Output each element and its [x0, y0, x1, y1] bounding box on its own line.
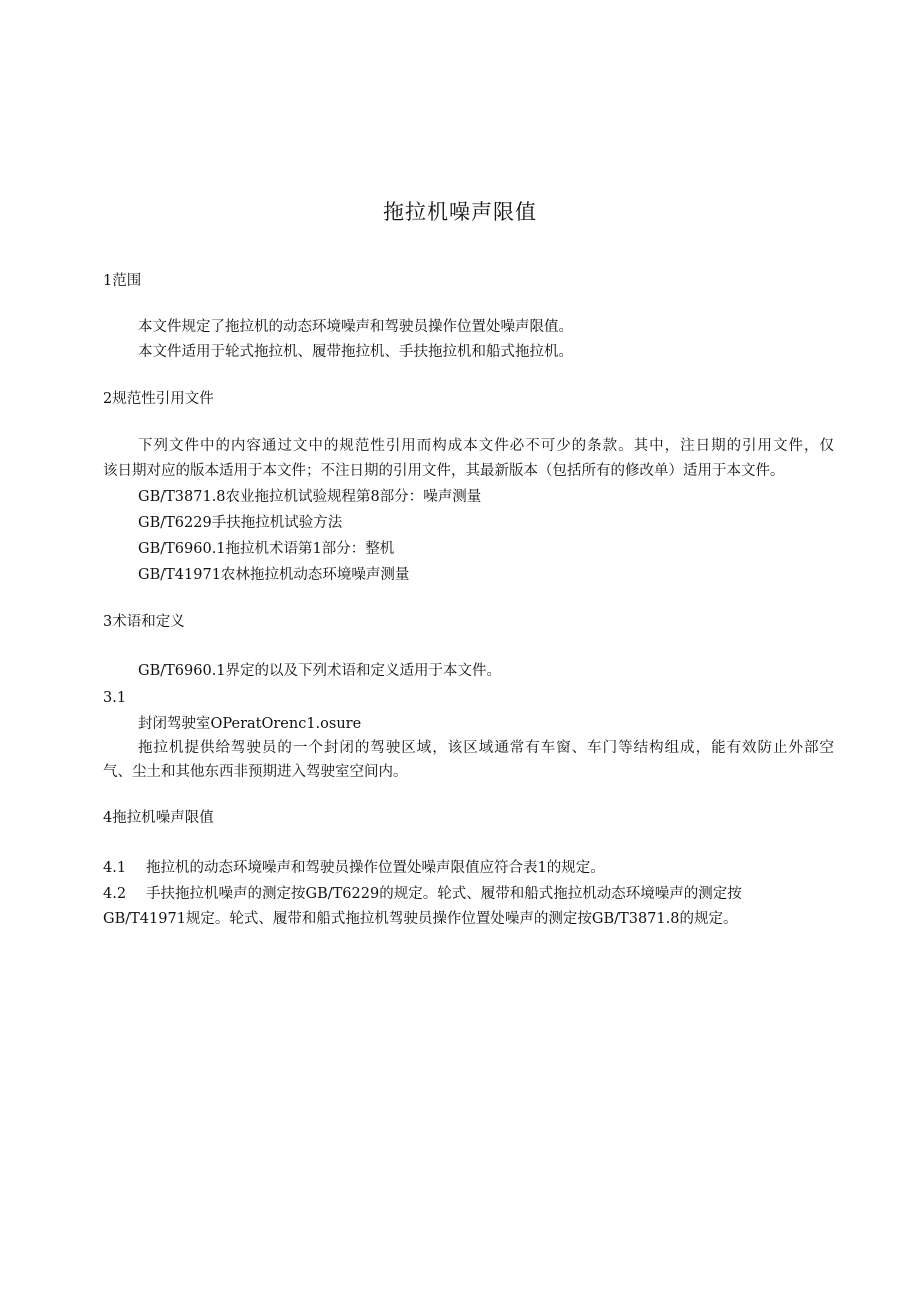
normative-reference-4: GB/T41971农林拖拉机动态环境噪声测量 — [138, 567, 410, 583]
section-4-heading: 4拖拉机噪声限值 — [103, 810, 214, 826]
clause-4-2-number: 4.2 — [103, 886, 127, 902]
clause-4-2-text-line-1: 手扶拖拉机噪声的测定按GB/T6229的规定。轮式、履带和船式拖拉机动态环境噪声的测定按 — [146, 886, 742, 902]
section-1-heading: 1范围 — [103, 273, 142, 289]
clause-4-1-text: 拖拉机的动态环境噪声和驾驶员操作位置处噪声限值应符合表1的规定。 — [146, 860, 605, 876]
clause-4-2-text-line-2: GB/T41971规定。轮式、履带和船式拖拉机驾驶员操作位置处噪声的测定按GB/T3871.8的规定。 — [103, 911, 738, 927]
term-definition-line-2: 气、尘土和其他东西非预期进入驾驶室空间内。 — [103, 764, 408, 780]
normative-reference-1: GB/T3871.8农业拖拉机试验规程第8部分：噪声测量 — [138, 489, 482, 505]
normative-reference-3: GB/T6960.1拖拉机术语第1部分：整机 — [138, 541, 395, 557]
document-title: 拖拉机噪声限值 — [383, 200, 537, 224]
term-name: 封闭驾驶室OPeratOrenc1.osure — [138, 716, 362, 732]
section-2-heading: 2规范性引用文件 — [103, 391, 214, 407]
clause-4-1-number: 4.1 — [103, 860, 127, 876]
section-1-paragraph-2: 本文件适用于轮式拖拉机、履带拖拉机、手扶拖拉机和船式拖拉机。 — [138, 344, 573, 360]
section-1-paragraph-1: 本文件规定了拖拉机的动态环境噪声和驾驶员操作位置处噪声限值。 — [138, 319, 573, 335]
term-number: 3.1 — [103, 690, 127, 706]
normative-reference-2: GB/T6229手扶拖拉机试验方法 — [138, 515, 343, 531]
term-definition-line-1: 拖拉机提供给驾驶员的一个封闭的驾驶区域，该区域通常有车窗、车门等结构组成，能有效防止外部空 — [138, 740, 834, 756]
section-2-paragraph-line-1: 下列文件中的内容通过文中的规范性引用而构成本文件必不可少的条款。其中，注日期的引用文件，仅 — [138, 438, 834, 454]
section-3-heading: 3术语和定义 — [103, 614, 185, 630]
section-2-paragraph-line-2: 该日期对应的版本适用于本文件；不注日期的引用文件，其最新版本（包括所有的修改单）适用于本文件。 — [103, 463, 785, 479]
section-3-paragraph-1: GB/T6960.1界定的以及下列术语和定义适用于本文件。 — [138, 663, 502, 679]
